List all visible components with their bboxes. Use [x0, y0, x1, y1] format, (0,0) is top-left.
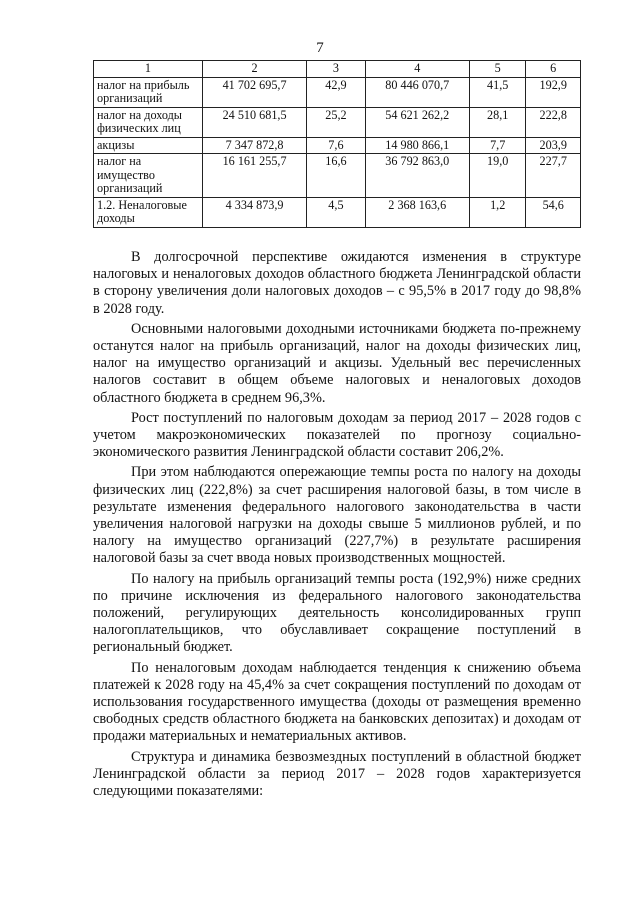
- table-cell: 25,2: [307, 107, 365, 137]
- table-cell: 4 334 873,9: [202, 197, 306, 227]
- row-label: налог на доходы физических лиц: [94, 107, 203, 137]
- table-cell: 54,6: [526, 197, 581, 227]
- table-cell: 7,6: [307, 137, 365, 154]
- table-cell: 41 702 695,7: [202, 77, 306, 107]
- table-cell: 42,9: [307, 77, 365, 107]
- paragraph: В долгосрочной перспективе ожидаются изменения в структуре налоговых и неналоговых доходов областного бюджета Ленинградской области в сторону увеличения доли налоговых доходов – с 95,5% в 2017 году до 98,8% в 2028 году.: [93, 249, 581, 317]
- paragraph: Структура и динамика безвозмездных поступлений в областной бюджет Ленинградской области за период 2017 – 2028 годов характеризуется следующими показателями:: [93, 748, 581, 800]
- table-cell: 41,5: [469, 77, 526, 107]
- row-label: акцизы: [94, 137, 203, 154]
- table-cell: 54 621 262,2: [365, 107, 469, 137]
- paragraph: Основными налоговыми доходными источниками бюджета по-прежнему останутся налог на прибыль организаций, налог на доходы физических лиц, налог на имущество организаций и акцизы. Удельный вес перечисленных налогов составит в общем объеме налоговых и неналоговых доходов областного бюджета в среднем 96,3%.: [93, 320, 581, 406]
- table-cell: 28,1: [469, 107, 526, 137]
- header-cell: 4: [365, 61, 469, 78]
- row-label: налог на имущество организаций: [94, 154, 203, 198]
- table-cell: 14 980 866,1: [365, 137, 469, 154]
- table-cell: 80 446 070,7: [365, 77, 469, 107]
- row-label: налог на прибыль организаций: [94, 77, 203, 107]
- revenue-table: [93, 60, 581, 228]
- table-cell: 203,9: [526, 137, 581, 154]
- paragraph: По неналоговым доходам наблюдается тенденция к снижению объема платежей к 2028 году на 45,4% за счет сокращения поступлений по доходам от использования государственного имущества (доходы от размещения временно свободных средств областного бюджета на банковских депозитах) и доходам от продажи материальных и нематериальных активов.: [93, 659, 581, 745]
- table-row: [94, 77, 581, 107]
- header-cell: 6: [526, 61, 581, 78]
- header-cell: 5: [469, 61, 526, 78]
- table-cell: 19,0: [469, 154, 526, 198]
- table-cell: 16 161 255,7: [202, 154, 306, 198]
- table-cell: 222,8: [526, 107, 581, 137]
- table-cell: 16,6: [307, 154, 365, 198]
- table-cell: 36 792 863,0: [365, 154, 469, 198]
- table-row: [94, 107, 581, 137]
- header-cell: 1: [94, 61, 203, 78]
- table-cell: 227,7: [526, 154, 581, 198]
- table-cell: 2 368 163,6: [365, 197, 469, 227]
- table-cell: 7 347 872,8: [202, 137, 306, 154]
- row-label: 1.2. Неналоговые доходы: [94, 197, 203, 227]
- paragraph: По налогу на прибыль организаций темпы роста (192,9%) ниже средних по причине исключения из федерального налогового законодательства положений, регулирующих деятельность консолидированных групп налогоплательщиков, что обуславливает сокращение поступлений в региональный бюджет.: [93, 570, 581, 656]
- table-cell: 192,9: [526, 77, 581, 107]
- table-cell: 1,2: [469, 197, 526, 227]
- table-row: [94, 197, 581, 227]
- table-cell: 24 510 681,5: [202, 107, 306, 137]
- table-cell: 4,5: [307, 197, 365, 227]
- table-header-row: [94, 61, 581, 78]
- paragraph: При этом наблюдаются опережающие темпы роста по налогу на доходы физических лиц (222,8%) за счет расширения налоговой базы, в том числе в результате изменения федерального налогового законодательства в части увеличения налоговой нагрузки на доходы свыше 5 миллионов рублей, и по налогу на имущество организаций (227,7%) в результате расширения налоговой базы за счет ввода новых производственных мощностей.: [93, 464, 581, 567]
- table-row: [94, 154, 581, 198]
- paragraph: Рост поступлений по налоговым доходам за период 2017 – 2028 годов с учетом макроэкономических показателей по прогнозу социально-экономического развития Ленинградской области составит 206,2%.: [93, 409, 581, 461]
- header-cell: 3: [307, 61, 365, 78]
- table-row: [94, 137, 581, 154]
- body-text: [93, 249, 581, 803]
- table-cell: 7,7: [469, 137, 526, 154]
- page-number: 7: [316, 40, 324, 56]
- header-cell: 2: [202, 61, 306, 78]
